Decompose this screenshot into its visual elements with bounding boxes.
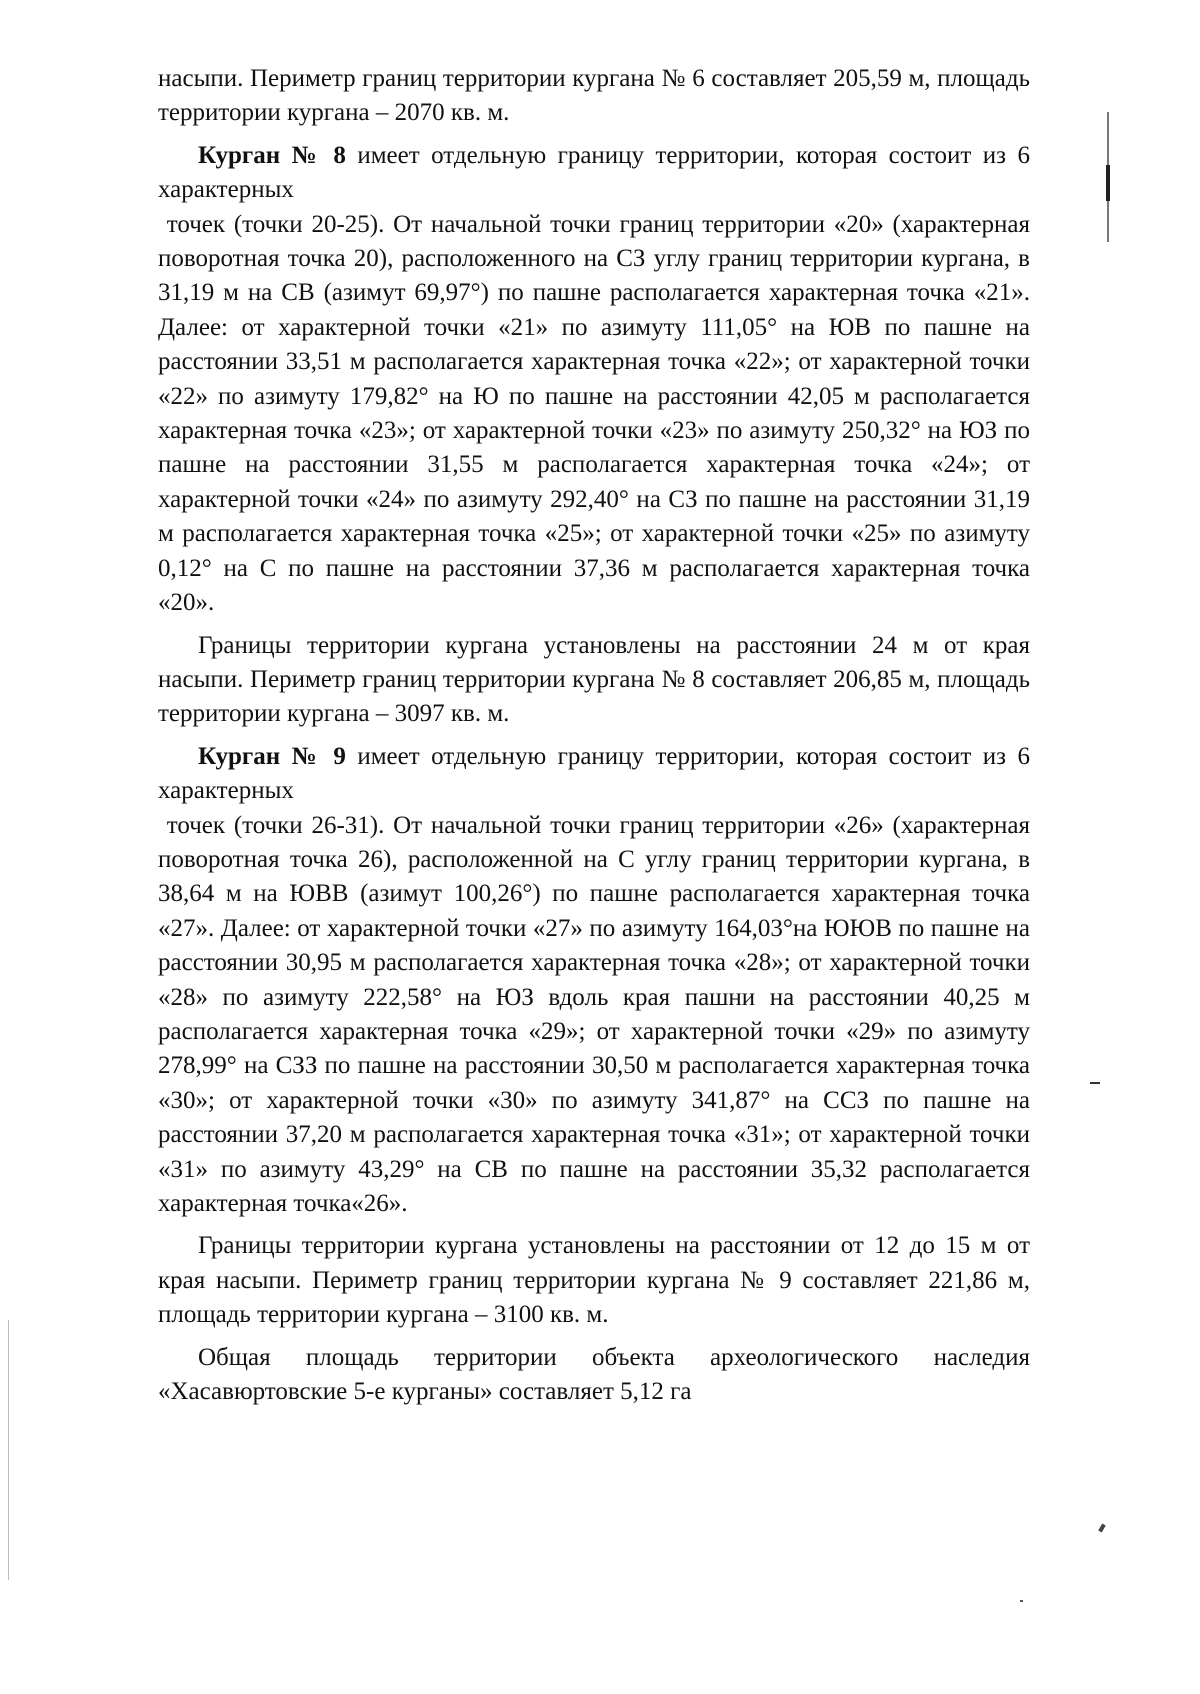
heading-kurgan-9: Курган № 9 [198,742,346,770]
paragraph-kurgan-8-points: точек (точки 20-25). От начальной точки границ территории «20» (характерная поворотная точка 20), расположенного на СЗ углу границ территории кургана, в 31,19 м на СВ (азимут 69,97°) по пашне располагается характерная точка «21». Далее: от характерной точки «21» по азимуту 111,05° на ЮВ по пашне на расстоянии 33,51 м располагается характерная точка «22»; от характерной точки «22» по азимуту 179,82° на Ю по пашне на расстоянии 42,05 м располагается характерная точка «23»; от характерной точки «23» по азимуту 250,32° на ЮЗ по пашне на расстоянии 31,55 м располагается характерная точка «24»; от характерной точки «24» по азимуту 292,40° на СЗ по пашне на расстоянии 31,19 м располагается характерная точка «25»; от характерной точки «25» по азимуту 0,12° на С по пашне на расстоянии 37,36 м располагается характерная точка «20». [158,210,1037,617]
paragraph-kurgan-8-intro [158,139,1030,208]
kurgan-8-intro-text: имеет отдельную границу территории, которая состоит из 6 характерных [158,141,1030,204]
scan-edge-mark [1106,165,1110,201]
document-page [158,62,1037,1409]
scan-speck [1098,1524,1105,1533]
paragraph-kurgan-9-intro [158,740,1030,809]
scan-speck [1090,1082,1100,1084]
paragraph-kurgan-8-summary: Границы территории кургана установлены на расстоянии 24 м от края насыпи. Периметр границ территории кургана № 8 составляет 206,85 м, площадь территории кургана – 3097 кв. м. [158,631,1030,728]
kurgan-9-intro-text: имеет отдельную границу территории, которая состоит из 6 характерных [158,742,1030,805]
heading-kurgan-8: Курган № 8 [198,141,346,169]
paragraph-kurgan-6-summary: насыпи. Периметр границ территории кургана № 6 составляет 205,59 м, площадь территории кургана – 2070 кв. м. [158,65,1030,127]
scan-speck [1020,1600,1023,1602]
paragraph-kurgan-9-summary: Границы территории кургана установлены на расстоянии от 12 до 15 м от края насыпи. Периметр границ территории кургана № 9 составляет 221,86 м, площадь территории кургана – 3100 кв. м. [158,1232,1030,1329]
paragraph-total-area: Общая площадь территории объекта археологического наследия «Хасавюртовские 5-е курганы» составляет 5,12 га [158,1343,1030,1406]
paragraph-kurgan-9-points: точек (точки 26-31). От начальной точки границ территории «26» (характерная поворотная точка 26), расположенной на С углу границ территории кургана, в 38,64 м на ЮВВ (азимут 100,26°) по пашне располагается характерная точка «27». Далее: от характерной точки «27» по азимуту 164,03°на ЮЮВ по пашне на расстоянии 30,95 м располагается характерная точка «28»; от характерной точки «28» по азимуту 222,58° на ЮЗ вдоль края пашни на расстоянии 40,25 м располагается характерная точка «29»; от характерной точки «29» по азимуту 278,99° на СЗЗ по пашне на расстоянии 30,50 м располагается характерная точка «30»; от характерной точки «30» по азимуту 341,87° на ССЗ по пашне на расстоянии 37,20 м располагается характерная точка «31»; от характерной точки «31» по азимуту 43,29° на СВ по пашне на расстоянии 35,32 располагается характерная точка«26». [158,811,1037,1217]
scan-edge-mark [8,1320,9,1580]
